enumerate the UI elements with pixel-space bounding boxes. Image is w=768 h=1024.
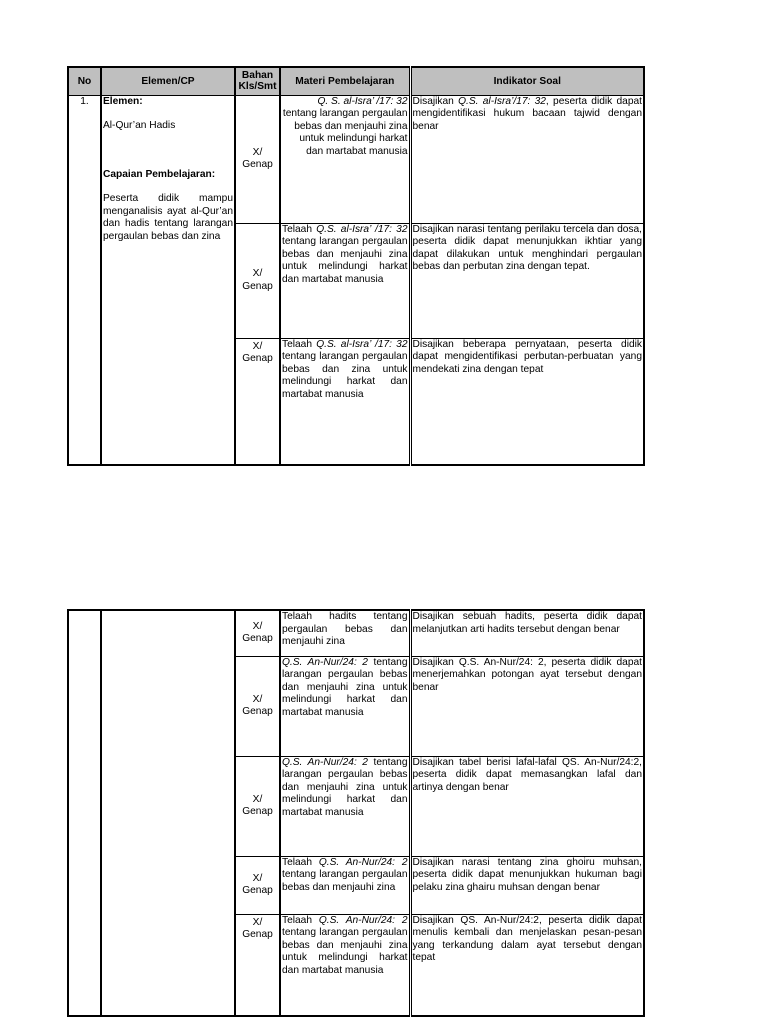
- header-elemen: Elemen/CP: [101, 67, 235, 95]
- indikator-cell: Disajikan tabel berisi lafal-lafal QS. An-Nur/24:2, peserta didik dapat memasangkan lafal dan artinya dengan benar: [410, 756, 644, 856]
- elemen-cell: [101, 95, 235, 465]
- indikator-cell: Disajikan narasi tentang perilaku tercela dan dosa, peserta didik dapat menunjukkan ikhtiar yang dapat dilakukan untuk menghindari pergaulan bebas dan perbutan zina dengan tepat.: [410, 223, 644, 338]
- elemen-cell-empty: [101, 610, 235, 1016]
- elemen-value: Al-Qur’an Hadis: [103, 120, 176, 131]
- capaian-label: Capaian Pembelajaran:: [103, 168, 216, 180]
- capaian-text: Peserta didik mampu menganalisis ayat al-Qur’an dan hadis tentang larangan pergaulan bebas dan zina: [103, 193, 233, 242]
- kelas-semester: X/ Genap: [235, 856, 280, 914]
- kelas-semester: X/ Genap: [235, 223, 280, 338]
- learning-table-1: [67, 66, 645, 466]
- header-bahan: [235, 67, 280, 95]
- indikator-cell: Disajikan Q.S. An-Nur/24: 2, peserta didik dapat menerjemahkan potongan ayat tersebut dengan benar: [410, 656, 644, 756]
- materi-cell: Q.S. An-Nur/24: 2 tentang larangan pergaulan bebas dan menjauhi zina untuk melindungi harkat dan martabat manusia: [280, 756, 410, 856]
- materi-cell: Telaah Q.S. al-Isra’ /17: 32 tentang larangan pergaulan bebas dan menjauhi zina untuk melindungi harkat dan martabat manusia: [280, 223, 410, 338]
- kelas-semester: X/ Genap: [235, 656, 280, 756]
- kelas-semester: X/ Genap: [235, 756, 280, 856]
- indikator-cell: Disajikan sebuah hadits, peserta didik dapat melanjutkan arti hadits tersebut dengan benar: [410, 610, 644, 656]
- indikator-cell: Disajikan beberapa pernyataan, peserta didik dapat mengidentifikasi perbutan-perbuatan yang mendekati zina dengan tepat: [410, 338, 644, 465]
- elemen-label: Elemen:: [103, 95, 143, 107]
- materi-cell: Q.S. An-Nur/24: 2 tentang larangan pergaulan bebas dan menjauhi zina untuk melindungi harkat dan martabat manusia: [280, 656, 410, 756]
- materi-cell: Telaah hadits tentang pergaulan bebas dan menjauhi zina: [280, 610, 410, 656]
- header-indikator: Indikator Soal: [410, 67, 644, 95]
- materi-cell: Telaah Q.S. An-Nur/24: 2 tentang larangan pergaulan bebas dan menjauhi zina: [280, 856, 410, 914]
- learning-table-2: [67, 609, 645, 1017]
- row-number-empty: [68, 610, 101, 1016]
- kelas-semester: X/ Genap: [235, 610, 280, 656]
- materi-cell: Telaah Q.S. al-Isra’ /17: 32 tentang larangan pergaulan bebas dan zina untuk melindungi harkat dan martabat manusia: [280, 338, 410, 465]
- header-bahan-line1: Bahan: [241, 70, 274, 82]
- header-bahan-line2: Kls/Smt: [238, 81, 277, 93]
- indikator-cell: Disajikan QS. An-Nur/24:2, peserta didik dapat menulis kembali dan menjelaskan pesan-pesan yang terkandung dalam ayat tersebut dengan tepat: [410, 914, 644, 1016]
- kelas-semester: X/ Genap: [235, 914, 280, 1016]
- row-number: 1.: [68, 95, 101, 465]
- materi-cell: Telaah Q.S. An-Nur/24: 2 tentang larangan pergaulan bebas dan menjauhi zina untuk melindungi harkat dan martabat manusia: [280, 914, 410, 1016]
- kelas-semester: X/ Genap: [235, 95, 280, 223]
- indikator-cell: Disajikan Q.S. al-Isra’/17: 32, peserta didik dapat mengidentifikasi hukum bacaan tajwid dengan benar: [410, 95, 644, 223]
- indikator-cell: Disajikan narasi tentang zina ghoiru muhsan, peserta didik dapat menunjukkan hukuman bagi pelaku zina ghairu muhsan dengan benar: [410, 856, 644, 914]
- materi-cell: Q. S. al-Isra’ /17: 32 tentang larangan pergaulan bebas dan menjauhi zina untuk melindungi harkat dan martabat manusia: [280, 95, 410, 223]
- kelas-semester: X/ Genap: [235, 338, 280, 465]
- header-no: No: [68, 67, 101, 95]
- header-materi: Materi Pembelajaran: [280, 67, 410, 95]
